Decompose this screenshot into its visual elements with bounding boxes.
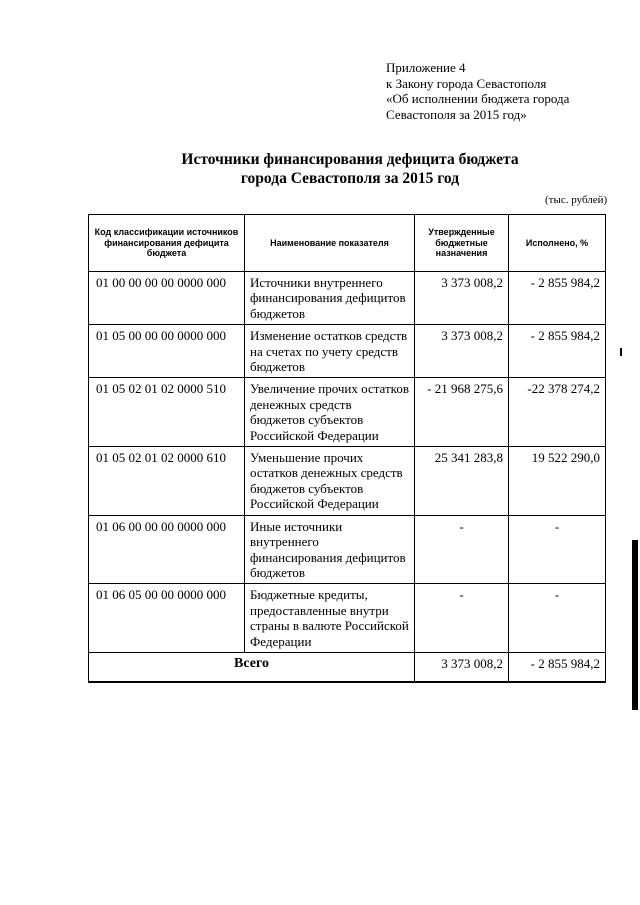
cell-name: Изменение остатков средств на счетах по учету средств бюджетов bbox=[245, 325, 415, 378]
appendix-line: Приложение 4 bbox=[386, 60, 466, 75]
header-code: Код классификации источников финансирования дефицита бюджета bbox=[89, 215, 245, 272]
table-header-row bbox=[89, 215, 606, 272]
total-approved: 3 373 008,2 bbox=[415, 652, 509, 682]
cell-name: Уменьшение прочих остатков денежных средств бюджетов субъектов Российской Федерации bbox=[245, 447, 415, 516]
header-executed: Исполнено, % bbox=[509, 215, 606, 272]
table-row bbox=[89, 584, 606, 653]
header-name: Наименование показателя bbox=[245, 215, 415, 272]
cell-name: Источники внутреннего финансирования дефицитов бюджетов bbox=[245, 272, 415, 325]
scan-edge-mark bbox=[632, 540, 638, 710]
cell-executed: -22 378 274,2 bbox=[509, 378, 606, 447]
scan-edge-mark bbox=[620, 348, 622, 356]
cell-code: 01 06 05 00 00 0000 000 bbox=[89, 584, 245, 653]
cell-approved: - 21 968 275,6 bbox=[415, 378, 509, 447]
unit-note: (тыс. рублей) bbox=[545, 194, 608, 206]
table-row bbox=[89, 447, 606, 516]
table-row bbox=[89, 325, 606, 378]
cell-executed: - 2 855 984,2 bbox=[509, 325, 606, 378]
financing-sources-table bbox=[88, 214, 606, 683]
appendix-note bbox=[386, 60, 569, 122]
cell-executed: - 2 855 984,2 bbox=[509, 272, 606, 325]
cell-code: 01 05 02 01 02 0000 510 bbox=[89, 378, 245, 447]
cell-approved: 3 373 008,2 bbox=[415, 325, 509, 378]
cell-approved: 25 341 283,8 bbox=[415, 447, 509, 516]
total-label: Всего bbox=[89, 652, 415, 682]
cell-approved: 3 373 008,2 bbox=[415, 272, 509, 325]
total-executed: - 2 855 984,2 bbox=[509, 652, 606, 682]
appendix-line: к Закону города Севастополя bbox=[386, 75, 547, 91]
cell-approved: - bbox=[415, 515, 509, 584]
table-total-row bbox=[89, 652, 606, 682]
table-row bbox=[89, 515, 606, 584]
header-approved: Утвержденные бюджетные назначения bbox=[415, 215, 509, 272]
cell-executed: 19 522 290,0 bbox=[509, 447, 606, 516]
cell-approved: - bbox=[415, 584, 509, 653]
title-line: города Севастополя за 2015 год bbox=[240, 170, 460, 187]
cell-name: Иные источники внутреннего финансирования дефицитов бюджетов bbox=[245, 515, 415, 584]
table-row bbox=[89, 378, 606, 447]
cell-code: 01 05 02 01 02 0000 610 bbox=[89, 447, 245, 516]
document-title bbox=[0, 150, 640, 188]
appendix-line: «Об исполнении бюджета города bbox=[386, 91, 570, 106]
cell-executed: - bbox=[509, 515, 606, 584]
cell-code: 01 06 00 00 00 0000 000 bbox=[89, 515, 245, 584]
cell-executed: - bbox=[509, 584, 606, 653]
cell-name: Бюджетные кредиты, предоставленные внутри страны в валюте Российской Федерации bbox=[245, 584, 415, 653]
cell-code: 01 00 00 00 00 0000 000 bbox=[89, 272, 245, 325]
table-row bbox=[89, 272, 606, 325]
title-line: Источники финансирования дефицита бюджета bbox=[181, 151, 519, 168]
cell-name: Увеличение прочих остатков денежных средств бюджетов субъектов Российской Федерации bbox=[245, 378, 415, 447]
appendix-line: Севастополя за 2015 год» bbox=[386, 106, 527, 122]
cell-code: 01 05 00 00 00 0000 000 bbox=[89, 325, 245, 378]
